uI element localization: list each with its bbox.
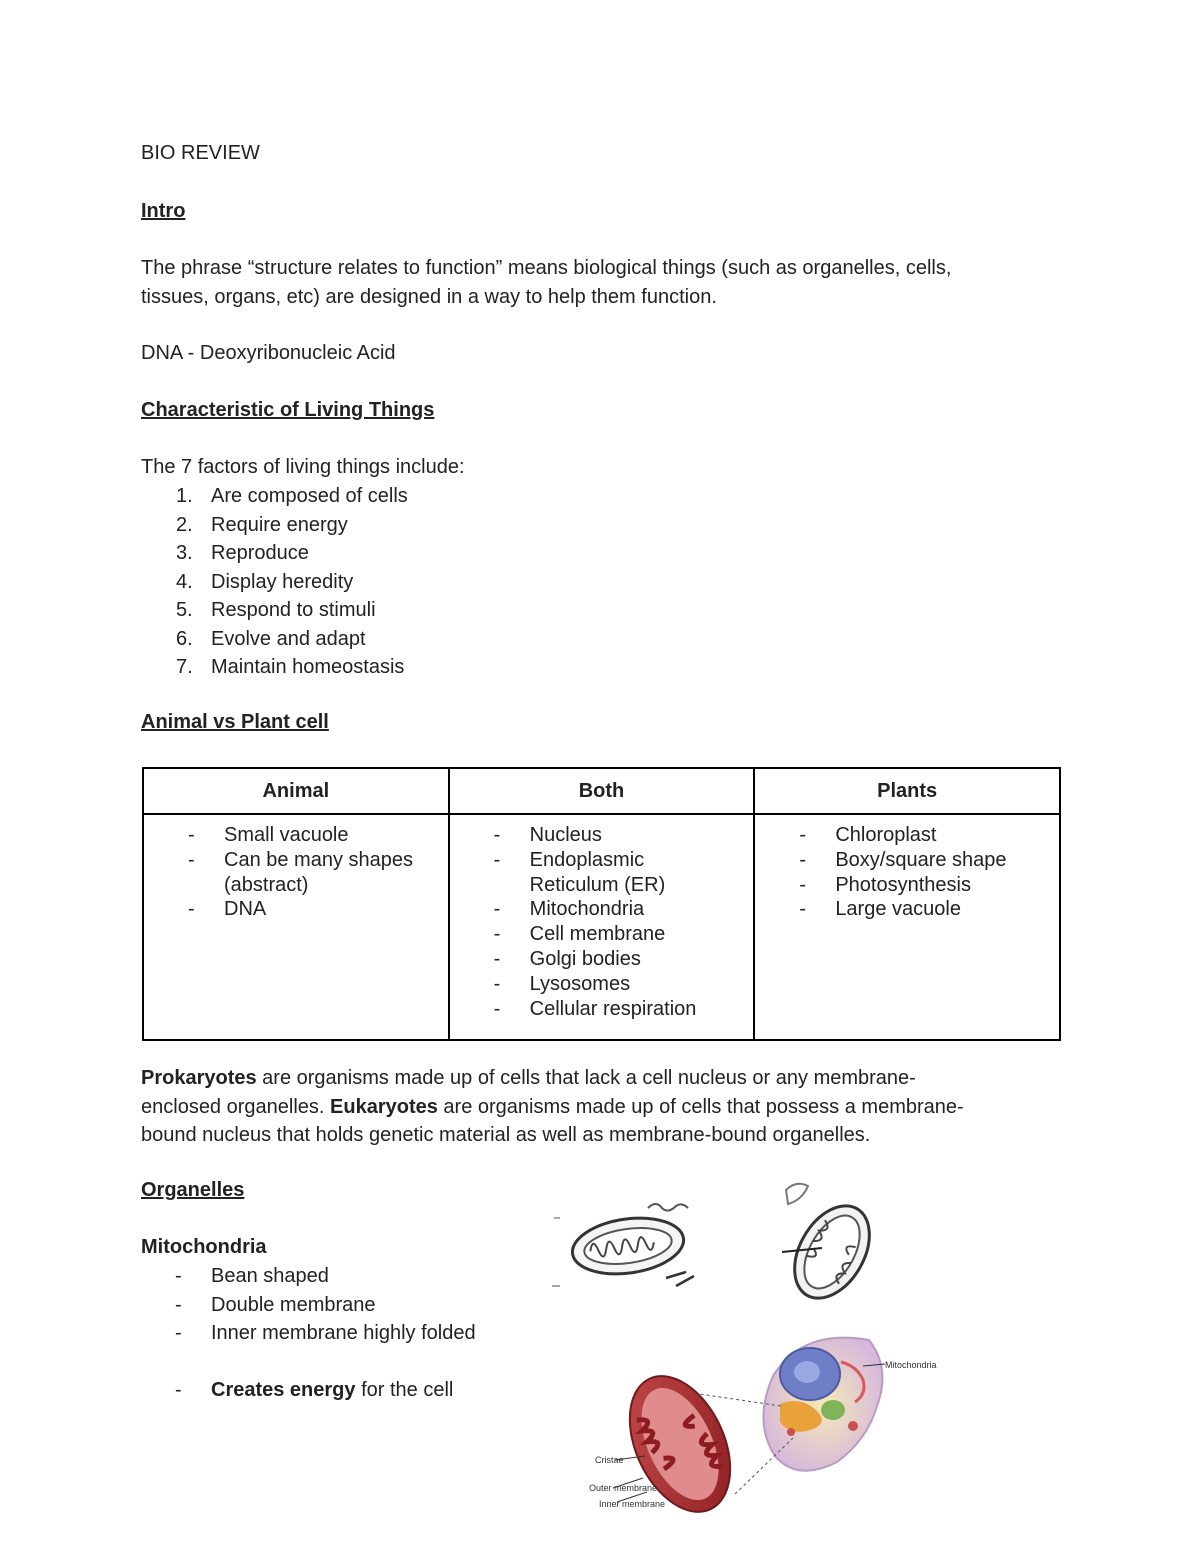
list-item: - Can be many shapes — [188, 848, 414, 871]
header-plants: Plants — [754, 768, 1060, 814]
list-item — [141, 511, 408, 540]
list-number: 1. — [176, 485, 193, 507]
paragraph-line: bound nucleus that holds genetic material as well as membrane-bound organelles. — [141, 1124, 871, 1146]
list-number: 7. — [176, 656, 193, 678]
list-item-continuation: (abstract) — [224, 873, 309, 896]
list-item — [141, 653, 408, 682]
organelles-heading: Organelles — [141, 1179, 245, 1201]
list-item — [141, 539, 408, 568]
list-number: 2. — [176, 513, 193, 536]
list-number: 5. — [176, 599, 193, 621]
label-inner-membrane: Inner membrane — [599, 1499, 666, 1509]
list-number: 4. — [176, 570, 193, 593]
living-factors-list — [141, 482, 408, 682]
living-things-lead: The 7 factors of living things include: — [141, 456, 465, 478]
list-item: - DNA — [188, 898, 267, 921]
paragraph-line: Prokaryotes are organisms made up of cells that lack a cell nucleus or any membrane- — [141, 1067, 916, 1089]
list-text: Reproduce — [211, 542, 309, 564]
intro-heading: Intro — [141, 200, 186, 222]
list-item: - Endoplasmic — [493, 848, 645, 871]
list-item: - Small vacuole — [188, 824, 349, 846]
list-item: - Lysosomes — [493, 972, 631, 995]
intro-text-line-2: tissues, organs, etc) are designed in a way to help them function. — [141, 286, 717, 308]
label-mitochondria: Mitochondria — [885, 1360, 937, 1370]
table-row — [143, 814, 1060, 1040]
list-item — [141, 596, 408, 625]
list-item — [141, 625, 408, 654]
list-item: - Golgi bodies — [493, 947, 641, 970]
list-text: Display heredity — [211, 570, 354, 593]
list-item: - Inner membrane highly folded — [175, 1322, 476, 1344]
table-header-row — [143, 768, 1060, 814]
list-item: - Photosynthesis — [799, 873, 971, 896]
mitochondria-list — [141, 1262, 476, 1348]
mitochondria-sketch-2 — [782, 1182, 877, 1312]
list-item: - Cell membrane — [493, 923, 666, 946]
eukaryotes-term: Eukaryotes — [330, 1095, 438, 1118]
list-text: Maintain homeostasis — [211, 656, 405, 678]
mitochondria-cell-diagram — [585, 1328, 945, 1520]
living-things-heading: Characteristic of Living Things — [141, 399, 435, 421]
header-both: Both — [449, 768, 755, 814]
list-item: - Double membrane — [175, 1293, 376, 1316]
document-title: BIO REVIEW — [141, 142, 260, 164]
intro-text-line-1: The phrase “structure relates to function” means biological things (such as organelles, cells, — [141, 257, 952, 279]
list-item: - Nucleus — [493, 824, 602, 846]
list-text: Respond to stimuli — [211, 599, 376, 621]
paragraph-line: enclosed organelles. Eukaryotes are organisms made up of cells that possess a membrane- — [141, 1095, 964, 1118]
both-cell — [449, 814, 755, 1040]
both-list — [450, 823, 754, 1021]
list-number: 6. — [176, 627, 193, 650]
list-item: - Boxy/square shape — [799, 848, 1007, 871]
label-cristae: Cristae — [595, 1455, 624, 1465]
list-item: - Large vacuole — [799, 898, 961, 921]
mitochondria-sketch-1 — [548, 1198, 708, 1293]
list-text: Require energy — [211, 513, 348, 536]
list-item: - Bean shaped — [175, 1265, 329, 1287]
prokaryotes-term: Prokaryotes — [141, 1067, 257, 1089]
cells-heading: Animal vs Plant cell — [141, 711, 329, 733]
list-item — [141, 482, 408, 511]
animal-cell — [143, 814, 449, 1040]
karyotes-paragraph — [141, 1064, 1041, 1150]
plants-list — [755, 823, 1059, 922]
list-item: - Creates energy for the cell — [175, 1379, 454, 1401]
plants-cell — [754, 814, 1060, 1040]
list-item: - Mitochondria — [493, 898, 645, 921]
animal-list — [144, 823, 448, 922]
header-animal: Animal — [143, 768, 449, 814]
list-text: Evolve and adapt — [211, 627, 366, 650]
mitochondria-heading: Mitochondria — [141, 1236, 267, 1258]
list-item-continuation: Reticulum (ER) — [529, 873, 666, 896]
list-text: Are composed of cells — [211, 485, 408, 507]
dna-definition: DNA - Deoxyribonucleic Acid — [141, 342, 396, 364]
list-item: - Chloroplast — [799, 824, 937, 846]
energy-list — [141, 1376, 453, 1405]
list-item — [141, 568, 408, 597]
cell-comparison-table — [142, 767, 1061, 1041]
list-item: - Cellular respiration — [493, 997, 697, 1020]
label-outer-membrane: Outer membrane — [589, 1483, 658, 1493]
list-number: 3. — [176, 542, 193, 564]
